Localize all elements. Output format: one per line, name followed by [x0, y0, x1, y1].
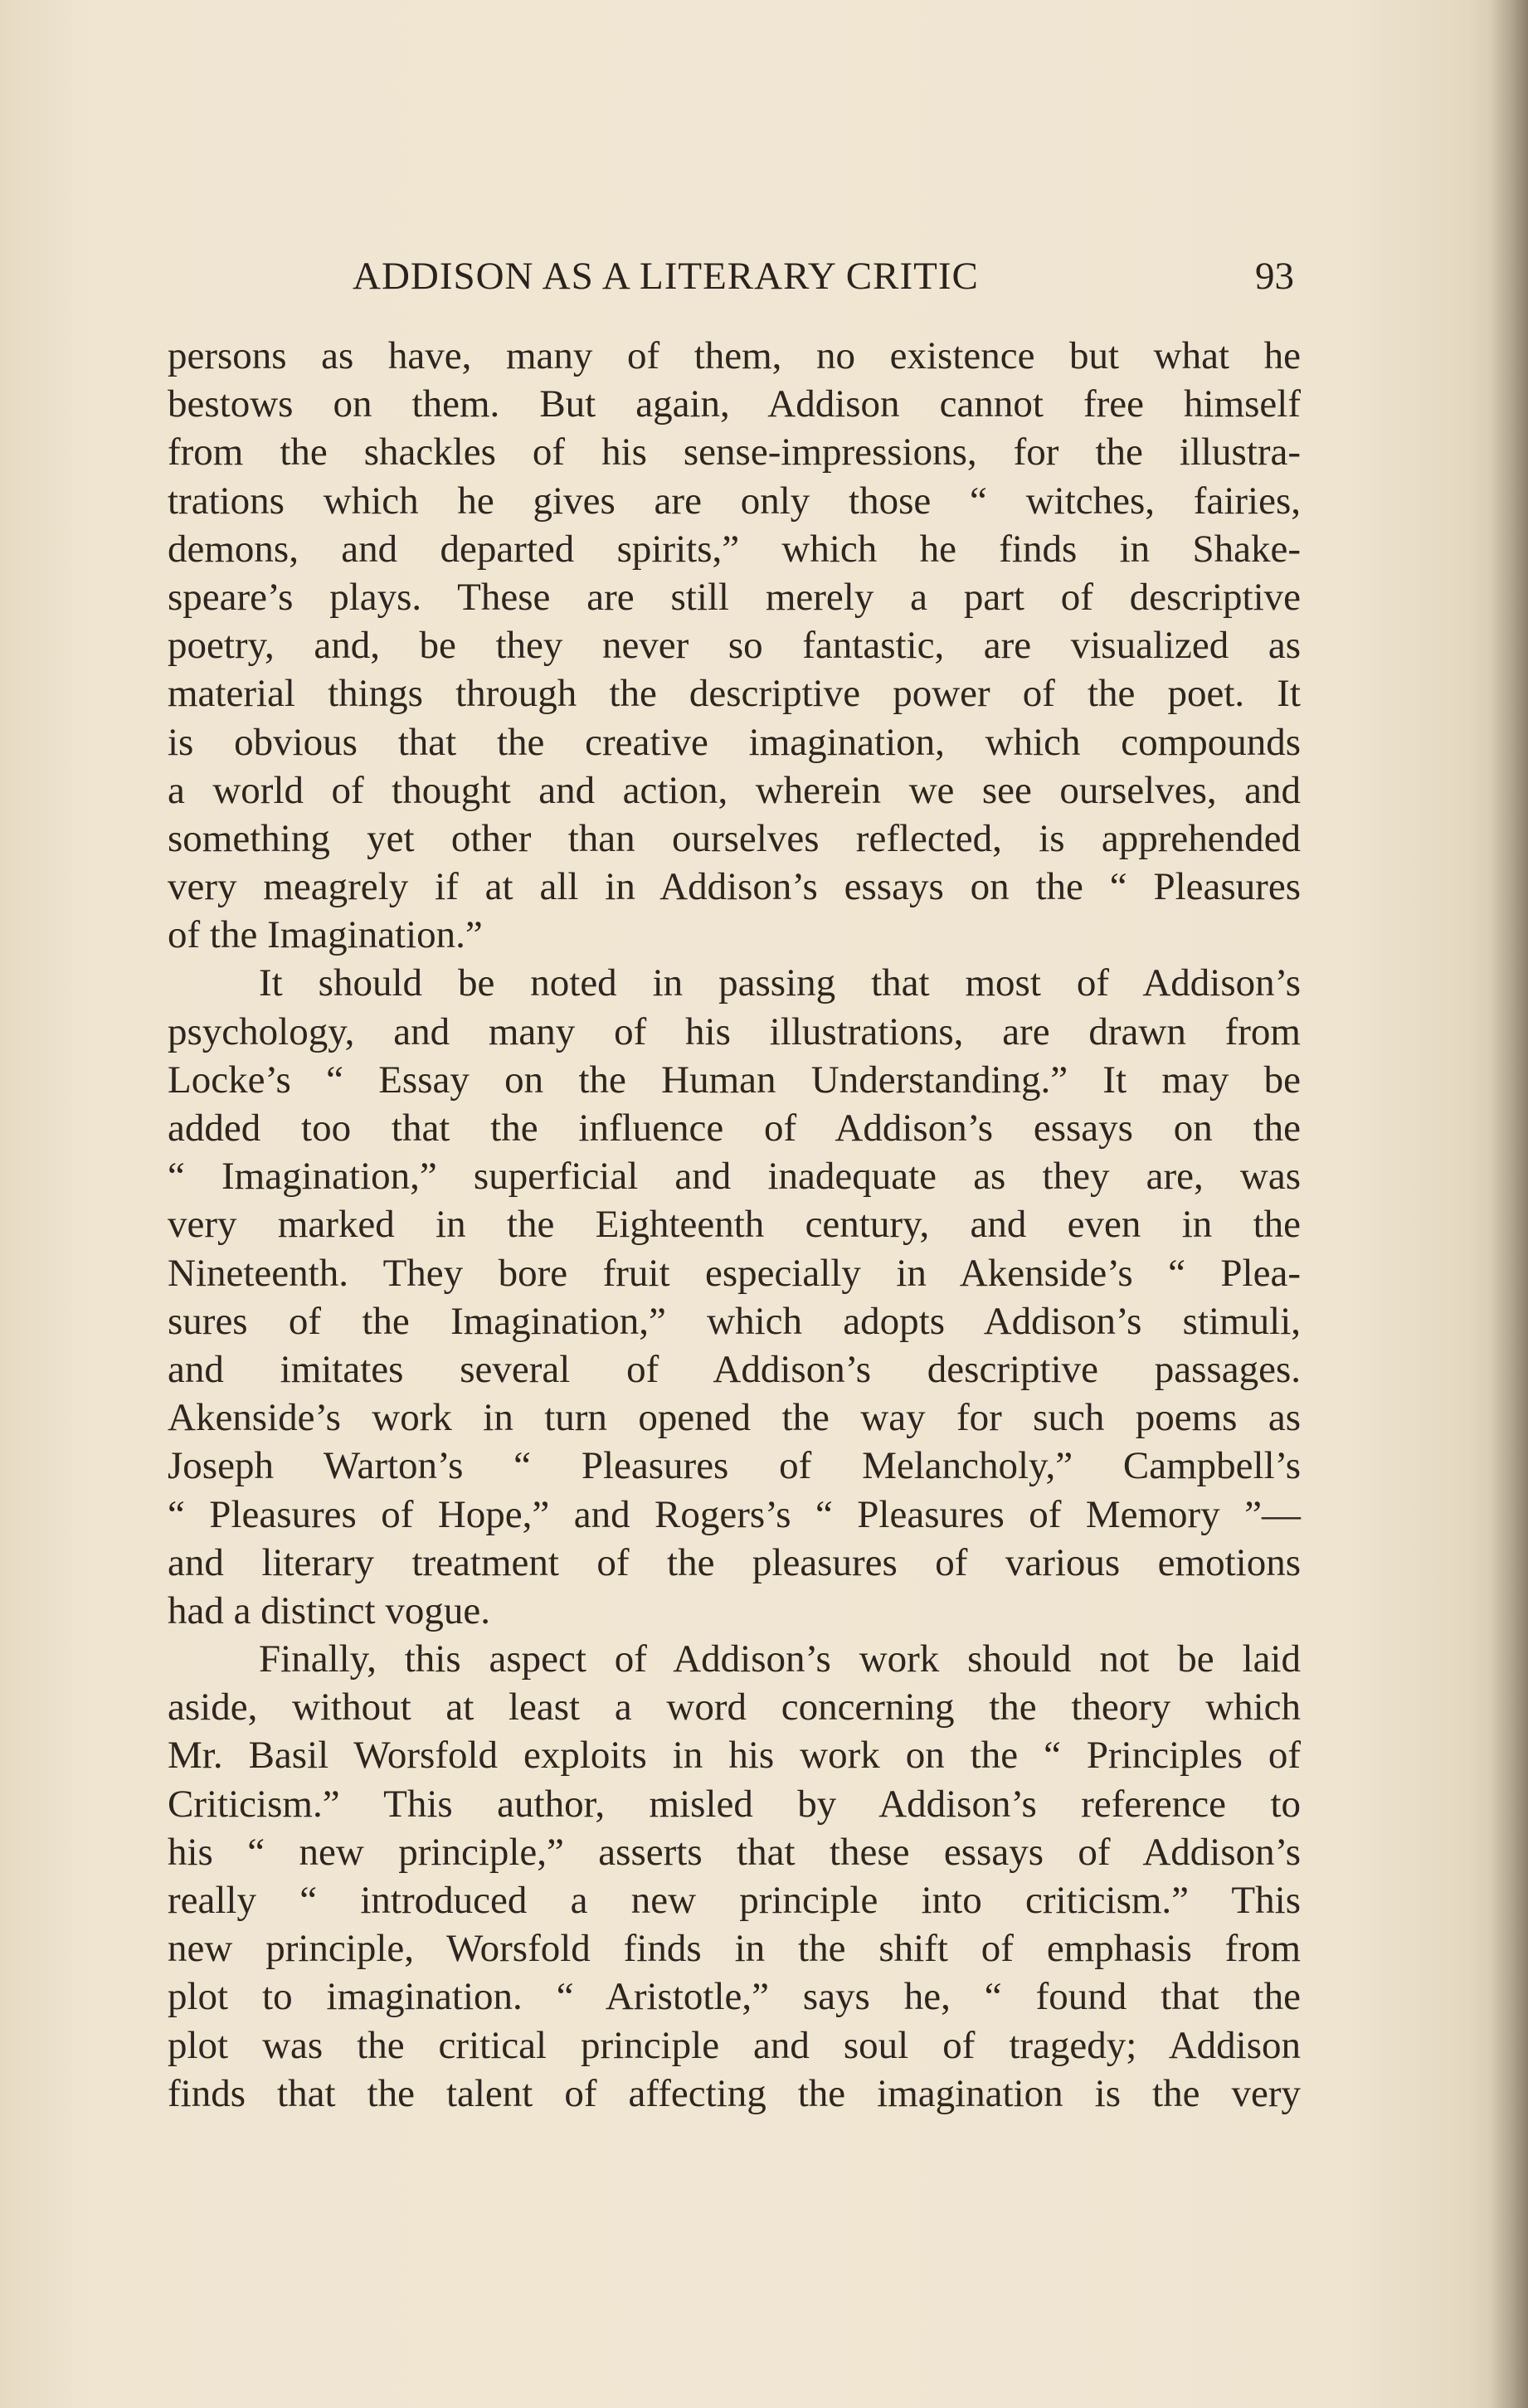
text-line: Finally, this aspect of Addison’s work should not be laid [259, 1637, 1301, 1681]
text-line: material things through the descriptive power of the poet. It [168, 672, 1301, 716]
text-line: Nineteenth. They bore fruit especially in Akenside’s “ Plea- [168, 1251, 1301, 1295]
text-line: It should be noted in passing that most of Addison’s [259, 961, 1301, 1005]
text-line: and literary treatment of the pleasures of various emotions [168, 1540, 1301, 1584]
text-line: something yet other than ourselves reflected, is apprehended [168, 816, 1301, 860]
text-line: bestows on them. But again, Addison cannot free himself [168, 382, 1301, 426]
text-line: new principle, Worsfold finds in the shift of emphasis from [168, 1927, 1301, 1971]
running-title: ADDISON AS A LITERARY CRITIC [353, 255, 979, 298]
text-line: added too that the influence of Addison’s essays on the [168, 1107, 1301, 1150]
text-line: psychology, and many of his illustrations, are drawn from [168, 1009, 1301, 1053]
text-line: poetry, and, be they never so fantastic, are visualized as [168, 624, 1301, 668]
text-line: “ Imagination,” superficial and inadequate as they are, was [168, 1155, 1301, 1199]
text-line: is obvious that the creative imagination, which compounds [168, 720, 1301, 764]
text-line: Mr. Basil Worsfold exploits in his work on the “ Principles of [168, 1734, 1301, 1778]
text-line: and imitates several of Addison’s descriptive passages. [168, 1347, 1301, 1391]
text-line: had a distinct vogue. [168, 1588, 490, 1632]
text-line: “ Pleasures of Hope,” and Rogers’s “ Pleasures of Memory ”— [168, 1492, 1301, 1536]
text-line: finds that the talent of affecting the imagination is the very [168, 2071, 1301, 2115]
text-line: very meagrely if at all in Addison’s essays on the “ Pleasures [168, 865, 1301, 909]
text-line: plot to imagination. “ Aristotle,” says he, “ found that the [168, 1975, 1301, 2019]
text-line: sures of the Imagination,” which adopts Addison’s stimuli, [168, 1299, 1301, 1343]
text-line: Criticism.” This author, misled by Addison’s reference to [168, 1782, 1301, 1826]
text-line: from the shackles of his sense-impressions, for the illustra- [168, 431, 1301, 474]
text-line: his “ new principle,” asserts that these essays of Addison’s [168, 1830, 1301, 1874]
page-header [166, 249, 1294, 307]
body-text [168, 332, 1301, 2118]
text-line: Locke’s “ Essay on the Human Understanding.” It may be [168, 1058, 1301, 1102]
paragraph [168, 959, 1301, 1635]
paragraph [168, 332, 1301, 959]
text-line: a world of thought and action, wherein we see ourselves, and [168, 768, 1301, 812]
text-line: speare’s plays. These are still merely a part of descriptive [168, 575, 1301, 619]
binding-gutter-shadow [1490, 0, 1528, 2408]
text-line: of the Imagination.” [168, 913, 483, 957]
text-line: Joseph Warton’s “ Pleasures of Melancholy,” Campbell’s [168, 1444, 1301, 1488]
text-line: demons, and departed spirits,” which he finds in Shake- [168, 527, 1301, 571]
text-line: persons as have, many of them, no existence but what he [168, 334, 1301, 377]
page-number: 93 [1255, 255, 1294, 298]
text-line: very marked in the Eighteenth century, and even in the [168, 1203, 1301, 1247]
text-line: plot was the critical principle and soul of tragedy; Addison [168, 2023, 1301, 2067]
text-line: trations which he gives are only those “ witches, fairies, [168, 479, 1301, 523]
text-line: Akenside’s work in turn opened the way for such poems as [168, 1396, 1301, 1440]
paragraph [168, 1635, 1301, 2118]
text-line: aside, without at least a word concerning the theory which [168, 1686, 1301, 1729]
text-line: really “ introduced a new principle into criticism.” This [168, 1879, 1301, 1922]
